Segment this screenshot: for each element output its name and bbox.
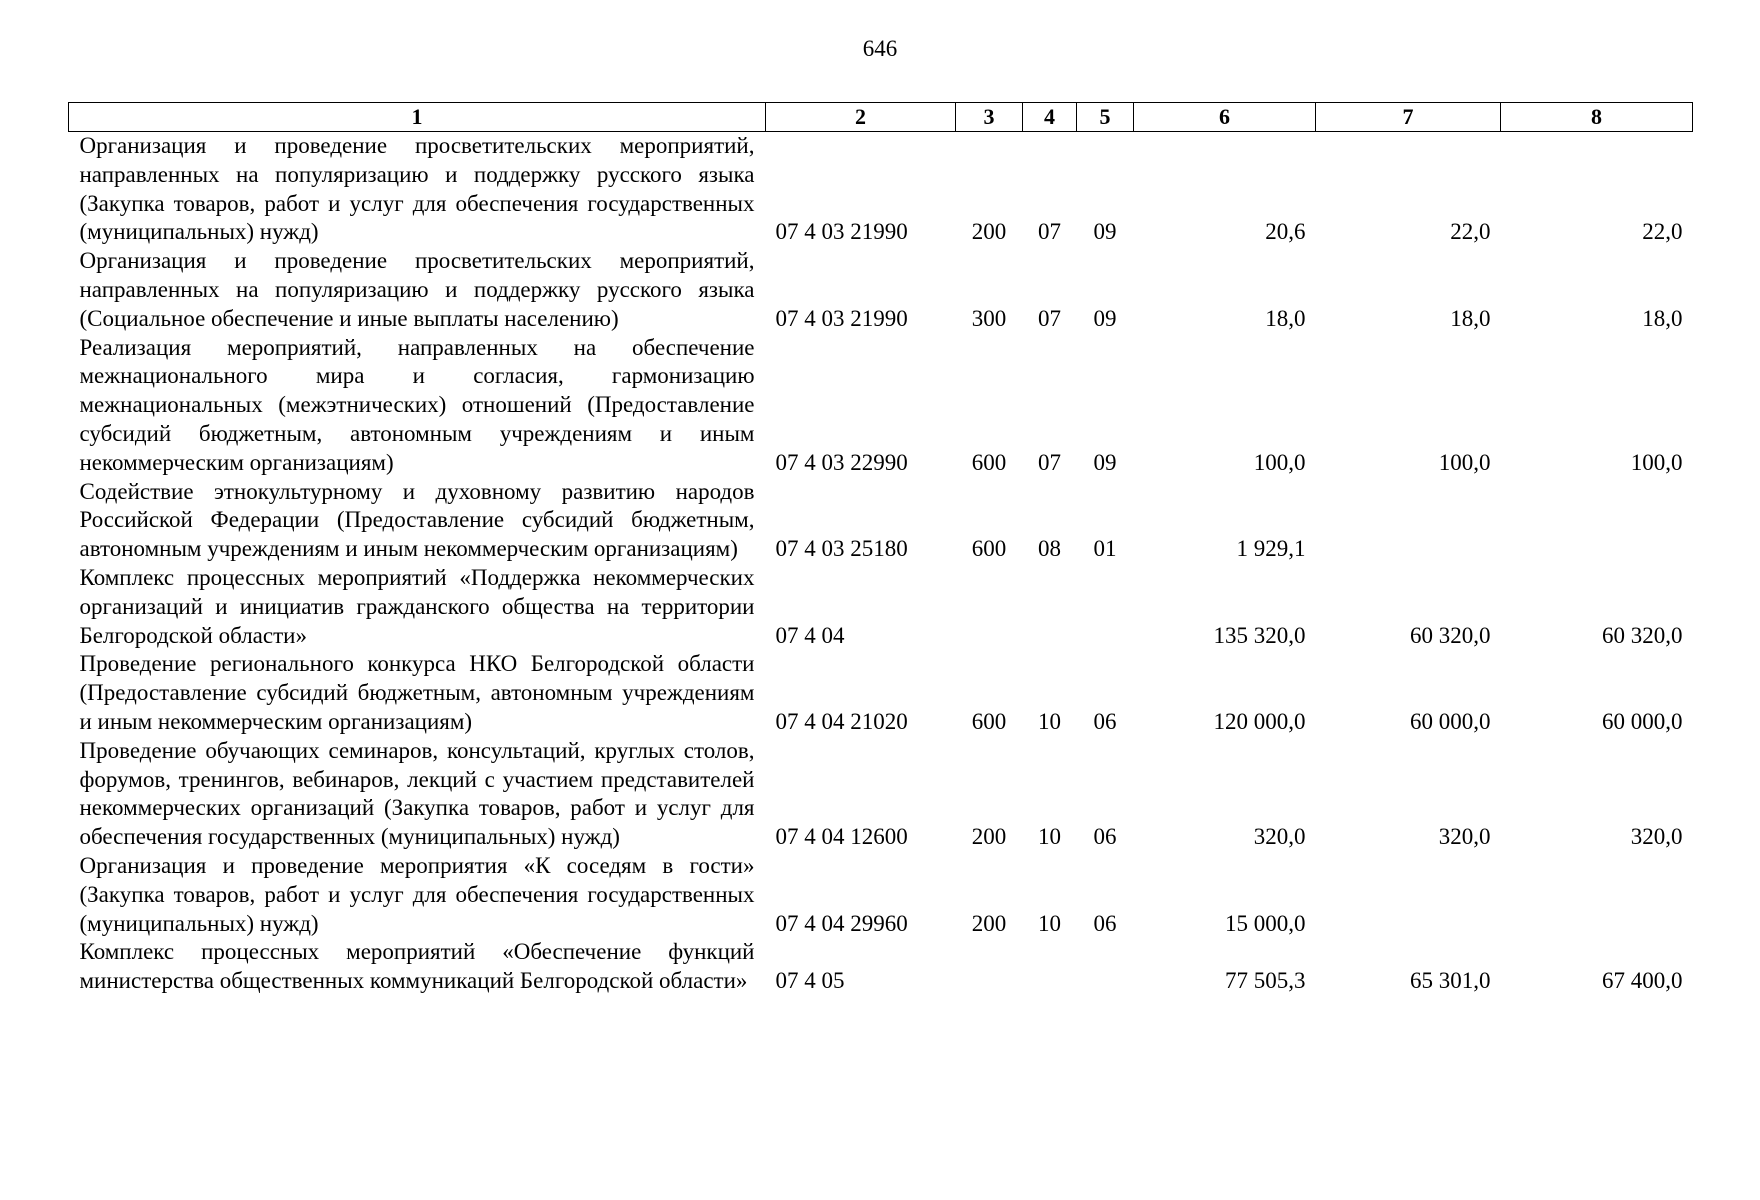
row-value-6: 100,0 [1253, 449, 1306, 475]
page-number: 646 [862, 36, 898, 61]
row-value-8: 60 000,0 [1602, 708, 1683, 734]
row-code: 07 4 04 21020 [775, 708, 908, 734]
row-col-3 [956, 564, 1023, 650]
row-col-4 [1023, 564, 1077, 650]
row-code: 07 4 05 [775, 968, 845, 994]
row-code: 07 4 04 12600 [775, 824, 908, 850]
row-code: 07 4 04 29960 [775, 910, 908, 936]
row-col-4: 07 [1038, 449, 1061, 475]
row-code: 07 4 03 21990 [775, 219, 908, 245]
row-col-4: 10 [1038, 708, 1061, 734]
header-col-4: 4 [1023, 103, 1077, 132]
budget-table [68, 102, 1693, 996]
row-col-4: 10 [1038, 824, 1061, 850]
row-col-3: 300 [971, 305, 1007, 331]
row-value-7: 65 301,0 [1410, 968, 1491, 994]
row-value-6: 77 505,3 [1225, 968, 1306, 994]
table-row [69, 247, 1693, 333]
row-description: Проведение обучающих семинаров, консультаций, круглых столов, форумов, тренингов, вебинаров, лекций с участием представителей некоммерческих организаций (Закупка товаров, работ и услуг для обеспечения государственных (муниципальных) нужд) [79, 737, 755, 850]
row-col-5: 09 [1093, 449, 1117, 475]
row-col-5: 09 [1093, 305, 1117, 331]
row-value-7: 18,0 [1450, 305, 1491, 331]
header-col-6: 6 [1134, 103, 1316, 132]
row-col-5: 06 [1093, 910, 1117, 936]
table-row [69, 650, 1693, 736]
row-description: Организация и проведение мероприятия «К соседям в гости» (Закупка товаров, работ и услуг для обеспечения государственных (муниципальных) нужд) [79, 852, 755, 936]
row-col-4: 07 [1038, 219, 1061, 245]
table-row [69, 564, 1693, 650]
row-value-8: 18,0 [1642, 305, 1683, 331]
row-value-7: 22,0 [1450, 219, 1491, 245]
table-row [69, 938, 1693, 996]
row-value-6: 135 320,0 [1213, 622, 1306, 648]
row-value-7: 60 320,0 [1410, 622, 1491, 648]
table-row [69, 737, 1693, 852]
row-code: 07 4 03 25180 [775, 536, 908, 562]
row-col-4 [1023, 938, 1077, 996]
row-value-6: 15 000,0 [1225, 910, 1306, 936]
row-value-7 [1316, 852, 1501, 938]
row-col-3: 600 [971, 449, 1007, 475]
row-description: Проведение регионального конкурса НКО Белгородской области (Предоставление субсидий бюджетным, автономным учреждениям и иным некоммерческим организациям) [79, 651, 755, 734]
row-col-5: 09 [1093, 219, 1117, 245]
row-col-3: 200 [971, 219, 1007, 245]
row-col-5: 06 [1093, 824, 1117, 850]
header-col-1: 1 [69, 103, 766, 132]
row-col-3: 600 [971, 708, 1007, 734]
row-description: Комплекс процессных мероприятий «Поддержка некоммерческих организаций и инициатив гражданского общества на территории Белгородской области» [79, 564, 755, 648]
row-col-3 [956, 938, 1023, 996]
row-col-4: 10 [1038, 910, 1061, 936]
row-col-3: 200 [971, 910, 1007, 936]
row-value-7: 60 000,0 [1410, 708, 1491, 734]
row-description: Содействие этнокультурному и духовному развитию народов Российской Федерации (Предоставление субсидий бюджетным, автономным учреждениям и иным некоммерческим организациям) [79, 478, 755, 562]
row-code: 07 4 03 21990 [775, 305, 908, 331]
row-value-6: 20,6 [1265, 219, 1306, 245]
row-col-3: 200 [971, 824, 1007, 850]
row-value-8: 320,0 [1630, 824, 1683, 850]
row-col-4: 07 [1038, 305, 1061, 331]
row-col-5 [1077, 564, 1134, 650]
row-col-3: 600 [971, 536, 1007, 562]
row-code: 07 4 03 22990 [775, 449, 908, 475]
row-col-4: 08 [1038, 536, 1061, 562]
row-code: 07 4 04 [775, 622, 845, 648]
table-row [69, 852, 1693, 938]
row-value-8: 22,0 [1642, 219, 1683, 245]
table-body [69, 132, 1693, 996]
row-value-7: 100,0 [1438, 449, 1491, 475]
row-value-6: 120 000,0 [1213, 708, 1306, 734]
header-col-8: 8 [1501, 103, 1693, 132]
row-description: Организация и проведение просветительских мероприятий, направленных на популяризацию и поддержку русского языка (Социальное обеспечение и иные выплаты населению) [79, 248, 755, 331]
row-description: Организация и проведение просветительских мероприятий, направленных на популяризацию и поддержку русского языка (Закупка товаров, работ и услуг для обеспечения государственных (муниципальных) нужд) [79, 133, 755, 245]
row-value-8 [1501, 852, 1693, 938]
row-col-5 [1077, 938, 1134, 996]
table-header [69, 103, 1693, 132]
header-col-7: 7 [1316, 103, 1501, 132]
row-value-7 [1316, 478, 1501, 564]
table-row [69, 478, 1693, 564]
row-value-6: 18,0 [1265, 305, 1306, 331]
row-value-8 [1501, 478, 1693, 564]
row-col-5: 01 [1093, 536, 1117, 562]
row-value-8: 60 320,0 [1602, 622, 1683, 648]
header-col-5: 5 [1077, 103, 1134, 132]
table-row [69, 334, 1693, 478]
row-value-8: 67 400,0 [1602, 968, 1683, 994]
header-row [69, 103, 1693, 132]
header-col-3: 3 [956, 103, 1023, 132]
row-col-5: 06 [1093, 708, 1117, 734]
row-description: Комплекс процессных мероприятий «Обеспечение функций министерства общественных коммуникаций Белгородской области» [79, 939, 755, 994]
row-value-8: 100,0 [1630, 449, 1683, 475]
row-description: Реализация мероприятий, направленных на обеспечение межнационального мира и согласия, гармонизацию межнациональных (межэтнических) отношений (Предоставление субсидий бюджетным, автономным учреждениям и иным некоммерческим организациям) [79, 334, 755, 475]
row-value-7: 320,0 [1438, 824, 1491, 850]
row-value-6: 320,0 [1253, 824, 1306, 850]
header-col-2: 2 [766, 103, 956, 132]
row-value-6: 1 929,1 [1236, 536, 1306, 562]
table-row [69, 132, 1693, 248]
